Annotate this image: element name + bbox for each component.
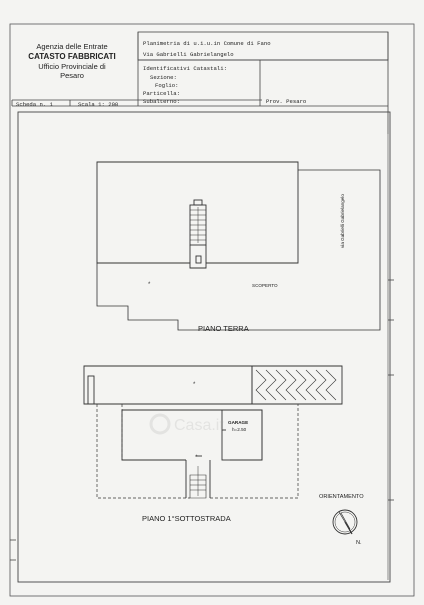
garage-label: GARAGE — [228, 420, 249, 425]
watermark-text: Casa.it — [174, 417, 224, 434]
scheda-label: Scheda n. 1 — [16, 101, 53, 108]
uncovered-area-label: SCOPERTO — [252, 283, 278, 288]
street-address: Via Gabrielli Gabrielangelo — [143, 51, 234, 58]
garage-height: h=2.50 — [232, 427, 247, 432]
ground-floor-plan — [97, 162, 380, 330]
foglio-label: Foglio: — [155, 82, 179, 89]
sezione-label: Sezione: — [150, 74, 177, 81]
street-side-label: via Gabrielli Gabrielangelo — [340, 194, 345, 248]
scale-label: Scala 1: 200 — [78, 101, 119, 108]
planimetry-title: Planimetria di u.i.u.in Comune di Fano — [143, 40, 271, 47]
agency-name: Agenzia delle Entrate — [36, 42, 108, 51]
svg-text:*: * — [193, 382, 196, 388]
identifiers-title: Identificativi Catastali: — [143, 65, 227, 72]
province-label: Prov. Pesaro — [266, 98, 307, 105]
subalterno-label: Subalterno: — [143, 98, 180, 105]
basement-label: PIANO 1°SOTTOSTRADA — [142, 514, 231, 523]
orientation-label: ORIENTAMENTO — [319, 494, 364, 500]
svg-text:*: * — [148, 282, 151, 288]
watermark-logo — [151, 415, 224, 434]
svg-text:*: * — [195, 455, 198, 461]
office-name: Ufficio Provinciale di — [38, 62, 106, 71]
ground-floor-label: PIANO TERRA — [198, 324, 249, 333]
particella-label: Particella: — [143, 90, 180, 97]
north-label: N. — [356, 540, 362, 546]
register-name: CATASTO FABBRICATI — [28, 52, 116, 61]
north-arrow-icon — [333, 510, 357, 534]
office-city: Pesaro — [60, 71, 84, 80]
